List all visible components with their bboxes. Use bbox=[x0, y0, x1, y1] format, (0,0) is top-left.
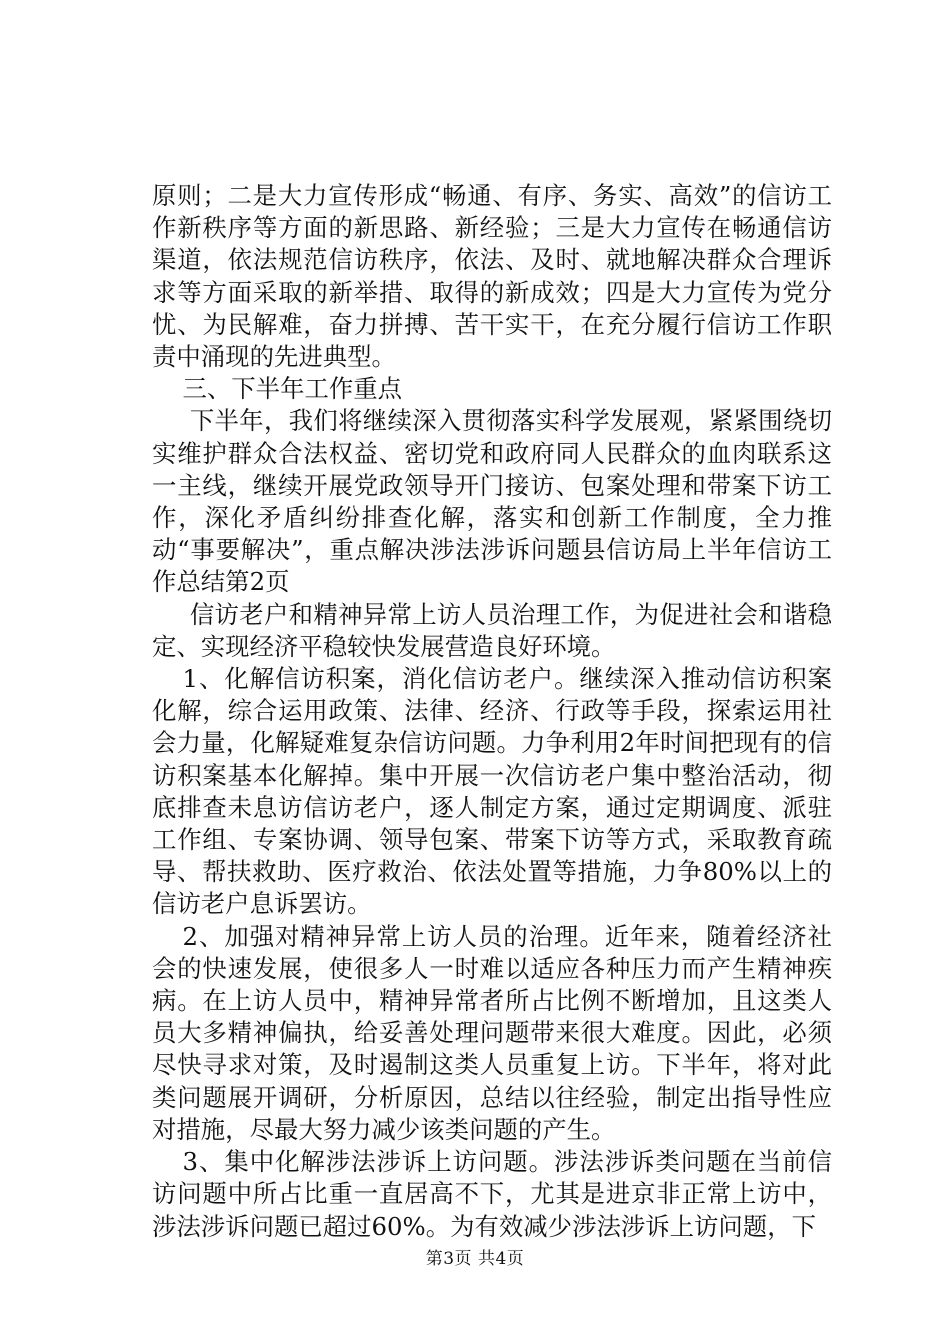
paragraph-old-petitioners: 信访老户和精神异常上访人员治理工作，为促进社会和谐稳定、实现经济平稳较快发展营造良好环境。 bbox=[152, 599, 832, 661]
section-heading-work-focus: 三、下半年工作重点 bbox=[182, 374, 403, 404]
paragraph-continuation: 原则；二是大力宣传形成“畅通、有序、务实、高效”的信访工作新秩序等方面的新思路、新经验；三是大力宣传在畅通信访渠道，依法规范信访秩序，依法、及时、就地解决群众合理诉求等方面采取的新举措、取得的新成效；四是大力宣传为党分忧、为民解难，奋力拼搏、苦干实干，在充分履行信访工作职责中涌现的先进典型。 bbox=[152, 181, 832, 372]
document-body bbox=[152, 180, 832, 1243]
paragraph-item-1: 1、化解信访积案，消化信访老户。继续深入推动信访积案化解，综合运用政策、法律、经济、行政等手段，探索运用社会力量，化解疑难复杂信访问题。力争利用2年时间把现有的信访积案基本化解掉。集中开展一次信访老户集中整治活动，彻底排查未息访信访老户，逐人制定方案，通过定期调度、派驻工作组、专案协调、领导包案、带案下访等方式，采取教育疏导、帮扶救助、医疗救治、依法处置等措施，力争80%以上的信访老户息诉罢访。 bbox=[152, 664, 832, 919]
page-footer: 第3页 共4页 bbox=[425, 1249, 525, 1269]
paragraph-item-2: 2、加强对精神异常上访人员的治理。近年来，随着经济社会的快速发展，使很多人一时难以适应各种压力而产生精神疾病。在上访人员中，精神异常者所占比例不断增加，且这类人员大多精神偏执，给妥善处理问题带来很大难度。因此，必须尽快寻求对策，及时遏制这类人员重复上访。下半年，将对此类问题展开调研，分析原因，总结以往经验，制定出指导性应对措施，尽最大努力减少该类问题的产生。 bbox=[152, 921, 832, 1144]
paragraph-item-3: 3、集中化解涉法涉诉上访问题。涉法涉诉类问题在当前信访问题中所占比重一直居高不下，尤其是进京非正常上访中，涉法涉诉问题已超过60%。为有效减少涉法涉诉上访问题，下 bbox=[152, 1147, 832, 1241]
paragraph-second-half-plan: 下半年，我们将继续深入贯彻落实科学发展观，紧紧围绕切实维护群众合法权益、密切党和政府同人民群众的血肉联系这一主线，继续开展党政领导开门接访、包案处理和带案下访工作，深化矛盾纠纷排查化解，落实和创新工作制度，全力推动“事要解决”，重点解决涉法涉诉问题县信访局上半年信访工作总结第2页 bbox=[152, 406, 832, 597]
